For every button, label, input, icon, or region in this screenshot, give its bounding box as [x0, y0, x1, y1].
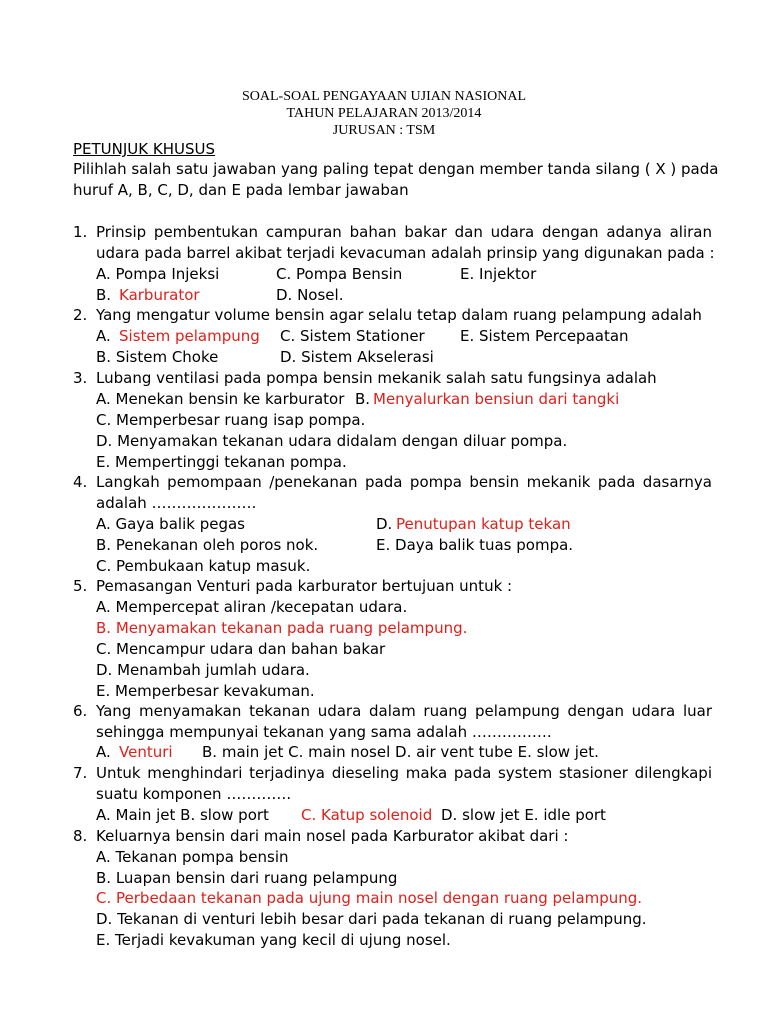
option-b: B. Sistem Choke: [96, 348, 219, 366]
option-c: C. Mencampur udara dan bahan bakar: [96, 640, 386, 658]
option-e: E. Mempertinggi tekanan pompa.: [96, 453, 347, 471]
doc-department: JURUSAN : TSM: [332, 123, 436, 138]
option-d-answer: Penutupan katup tekan: [396, 515, 571, 533]
options-rest: B. main jet C. main nosel D. air vent tube E. slow jet.: [202, 743, 599, 761]
option-d-label: D.: [376, 515, 393, 533]
question-text: sehingga mempunyai tekanan yang sama adalah …………….: [96, 723, 552, 741]
options-pre: A. Main jet B. slow port: [96, 806, 269, 824]
options-post: D. slow jet E. idle port: [441, 806, 606, 824]
option-c: C. Pompa Bensin: [276, 265, 403, 283]
option-a: A. Gaya balik pegas: [96, 515, 245, 533]
doc-title: SOAL-SOAL PENGAYAAN UJIAN NASIONAL: [241, 89, 527, 104]
question-number: 4.: [73, 473, 88, 491]
instructions-line: Pilihlah salah satu jawaban yang paling tepat dengan member tanda silang ( X ) pada: [73, 160, 719, 178]
option-b: B. Luapan bensin dari ruang pelampung: [96, 869, 398, 887]
option-d: D. Tekanan di venturi lebih besar dari pada tekanan di ruang pelampung.: [96, 910, 647, 928]
question-text: adalah …………………: [96, 494, 257, 512]
question-number: 7.: [73, 764, 88, 782]
option-a-label: A.: [96, 743, 111, 761]
option-a-answer: Venturi: [119, 743, 173, 761]
instructions-title: PETUNJUK KHUSUS: [73, 140, 216, 158]
question-number: 1.: [73, 223, 88, 241]
question-text: Pemasangan Venturi pada karburator bertujuan untuk :: [96, 577, 513, 595]
option-e: E. Memperbesar kevakuman.: [96, 682, 315, 700]
question-text: udara pada barrel akibat terjadi kevacuman adalah prinsip yang digunakan pada :: [96, 244, 715, 262]
question-number: 2.: [73, 306, 88, 324]
option-c-answer: C. Katup solenoid: [301, 806, 433, 824]
question-text: Untuk menghindari terjadinya dieseling maka pada system stasioner dilengkapi: [96, 764, 712, 782]
option-a: A. Mempercepat aliran /kecepatan udara.: [96, 598, 408, 616]
option-a: A. Tekanan pompa bensin: [96, 848, 289, 866]
question-text: Langkah pemompaan /penekanan pada pompa bensin mekanik pada dasarnya: [96, 473, 712, 491]
option-c: C. Pembukaan katup masuk.: [96, 557, 311, 575]
option-a-label: A.: [96, 327, 111, 345]
option-d: D. Nosel.: [276, 286, 344, 304]
option-a-answer: Sistem pelampung: [119, 327, 260, 345]
option-b-label: B.: [96, 286, 112, 304]
option-e: E. Terjadi kevakuman yang kecil di ujung nosel.: [96, 931, 451, 949]
instructions-line: huruf A, B, C, D, dan E pada lembar jawaban: [73, 181, 409, 199]
question-text: Yang mengatur volume bensin agar selalu tetap dalam ruang pelampung adalah: [96, 306, 702, 324]
option-a: A. Pompa Injeksi: [96, 265, 220, 283]
option-d: D. Menyamakan tekanan udara didalam dengan diluar pompa.: [96, 432, 568, 450]
option-b-answer: Karburator: [119, 286, 200, 304]
option-c-answer: C. Perbedaan tekanan pada ujung main nosel dengan ruang pelampung.: [96, 889, 643, 907]
question-number: 8.: [73, 827, 88, 845]
option-c: C. Sistem Stationer: [280, 327, 425, 345]
option-b-label: B.: [355, 390, 371, 408]
question-number: 5.: [73, 577, 88, 595]
question-text: Prinsip pembentukan campuran bahan bakar dan udara dengan adanya aliran: [96, 223, 712, 241]
question-number: 3.: [73, 369, 88, 387]
option-e: E. Sistem Percepaatan: [460, 327, 629, 345]
option-b: B. Penekanan oleh poros nok.: [96, 536, 319, 554]
doc-year: TAHUN PELAJARAN 2013/2014: [286, 106, 482, 121]
option-b-answer: B. Menyamakan tekanan pada ruang pelampung.: [96, 619, 468, 637]
option-b-answer: Menyalurkan bensiun dari tangki: [373, 390, 620, 408]
question-number: 6.: [73, 702, 88, 720]
option-a: A. Menekan bensin ke karburator: [96, 390, 345, 408]
question-text: Lubang ventilasi pada pompa bensin mekanik salah satu fungsinya adalah: [96, 369, 657, 387]
option-d: D. Sistem Akselerasi: [280, 348, 434, 366]
question-text: Keluarnya bensin dari main nosel pada Karburator akibat dari :: [96, 827, 569, 845]
question-text: suatu komponen ………….: [96, 785, 292, 803]
question-text: Yang menyamakan tekanan udara dalam ruang pelampung dengan udara luar: [96, 702, 712, 720]
option-e: E. Daya balik tuas pompa.: [376, 536, 574, 554]
option-d: D. Menambah jumlah udara.: [96, 661, 310, 679]
option-c: C. Memperbesar ruang isap pompa.: [96, 411, 366, 429]
option-e: E. Injektor: [460, 265, 537, 283]
